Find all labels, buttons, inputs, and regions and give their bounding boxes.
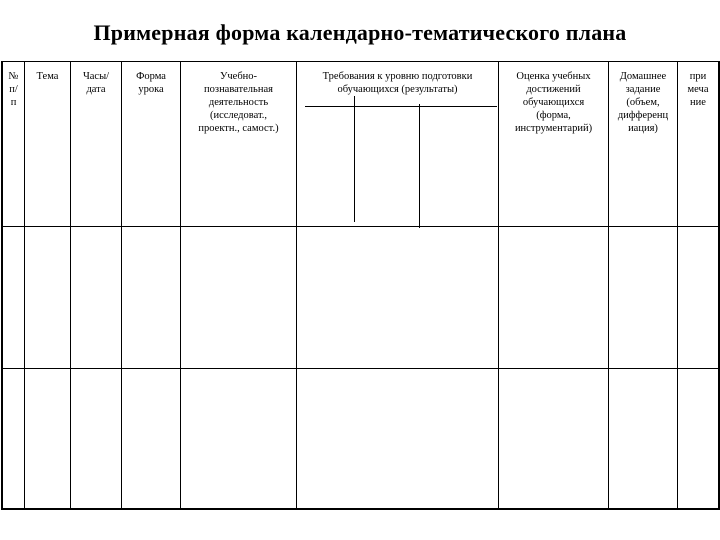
header-requirements — [297, 70, 498, 96]
column-border-1 — [24, 61, 25, 510]
header-text-line: достижений — [526, 84, 581, 95]
header-row-border — [2, 226, 718, 227]
header-text-line: дифференц — [617, 110, 669, 121]
header-assessment — [499, 70, 608, 135]
column-border-0 — [1, 61, 3, 510]
header-text-line: (форма, — [536, 110, 571, 121]
header-text-line: (объем, — [626, 97, 660, 108]
header-text-line: обучающихся — [522, 97, 585, 108]
header-text-line: иация) — [628, 123, 658, 134]
header-topic — [25, 70, 70, 83]
header-text-line: ние — [690, 97, 706, 108]
header-text-line: Требования к уровню подготовки — [322, 71, 473, 82]
header-notes — [678, 70, 718, 109]
header-text-line: № — [8, 71, 19, 82]
requirements-subheader-line — [305, 106, 497, 107]
header-hours-date — [71, 70, 121, 96]
header-text-line: познавательная — [204, 84, 273, 95]
header-text-line: обучающихся (результаты) — [337, 84, 458, 95]
header-text-line: Учебно- — [219, 71, 258, 82]
row-2-border — [2, 368, 718, 369]
header-text-line: урока — [138, 84, 164, 95]
header-text-line: задание — [625, 84, 661, 95]
column-border-3 — [121, 61, 122, 510]
header-text-line: (исследоват., — [209, 110, 268, 121]
page-title: Примерная форма календарно-тематического плана — [93, 20, 627, 45]
table-top-border — [2, 61, 718, 62]
header-text-line: Домашнее — [619, 71, 667, 82]
header-text-line: деятельность — [208, 97, 269, 108]
header-text-line: Тема — [36, 71, 59, 82]
header-text-line: дата — [86, 84, 106, 95]
header-text-line: п — [10, 97, 17, 108]
column-border-8 — [677, 61, 678, 510]
header-text-line: Оценка учебных — [516, 71, 591, 82]
header-text-line: проектн., самост.) — [198, 123, 279, 134]
header-number — [3, 70, 24, 109]
table-bottom-border — [2, 508, 718, 510]
header-text-line: меча — [687, 84, 709, 95]
header-text-line: п/ — [9, 84, 18, 95]
header-learning-activity — [181, 70, 296, 135]
requirements-subcolumn-line-a — [354, 96, 355, 222]
header-text-line: при — [689, 71, 707, 82]
header-text-line: Часы/ — [82, 71, 110, 82]
header-text-line: инструментарий) — [514, 123, 593, 134]
column-border-2 — [70, 61, 71, 510]
requirements-subcolumn-line-b — [419, 104, 420, 228]
header-lesson-form — [122, 70, 180, 96]
column-border-5 — [296, 61, 297, 510]
header-homework — [609, 70, 677, 135]
header-text-line: Форма — [136, 71, 166, 82]
